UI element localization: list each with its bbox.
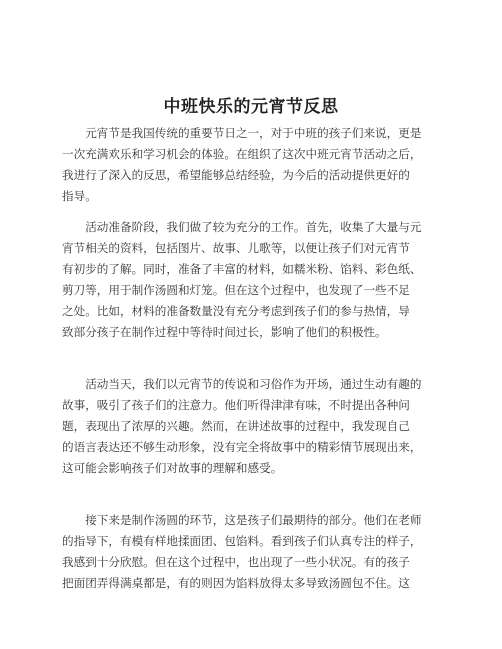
paragraph-line: 活动准备阶段，我们做了较为充分的工作。首先，收集了大量与元 (62, 220, 422, 234)
paragraph-4 (62, 510, 462, 594)
paragraph-line: 剪刀等，用于制作汤圆和灯笼。但在这个过程中，也发现了一些不足 (62, 283, 410, 297)
paragraph-line: 故事，吸引了孩子们的注意力。他们听得津津有味，不时提出各种问 (62, 398, 410, 412)
paragraph-line: 我进行了深入的反思，希望能够总结经验，为今后的活动提供更好的 (62, 168, 410, 182)
paragraph-line: 一次充满欢乐和学习机会的体验。在组织了这次中班元宵节活动之后， (62, 147, 422, 161)
paragraph-1 (62, 123, 462, 207)
paragraph-line: 宵节相关的资料，包括图片、故事、儿歌等，以便让孩子们对元宵节 (62, 241, 410, 255)
paragraph-line: 活动当天，我们以元宵节的传说和习俗作为开场，通过生动有趣的 (62, 377, 422, 391)
paragraph-line: 元宵节是我国传统的重要节日之一，对于中班的孩子们来说，更是 (62, 126, 422, 140)
paragraph-2 (62, 217, 462, 343)
paragraph-line: 题，表现出了浓厚的兴趣。然而，在讲述故事的过程中，我发现自己 (62, 419, 410, 433)
document-title: 中班快乐的元宵节反思 (163, 97, 339, 117)
paragraph-line: 致部分孩子在制作过程中等待时间过长，影响了他们的积极性。 (62, 325, 387, 339)
paragraph-line: 的指导下，有模有样地揉面团、包馅料。看到孩子们认真专注的样子， (62, 534, 422, 548)
paragraph-line: 接下来是制作汤圆的环节，这是孩子们最期待的部分。他们在老师 (62, 513, 422, 527)
paragraph-line: 的语言表达还不够生动形象，没有完全将故事中的精彩情节展现出来， (62, 440, 422, 454)
paragraph-line: 之处。比如，材料的准备数量没有充分考虑到孩子们的参与热情，导 (62, 304, 410, 318)
paragraph-line: 有初步的了解。同时，准备了丰富的材料，如糯米粉、馅料、彩色纸、 (62, 262, 422, 276)
paragraph-3 (62, 374, 462, 479)
paragraph-line: 指导。 (62, 189, 97, 203)
paragraph-line: 这可能会影响孩子们对故事的理解和感受。 (62, 461, 283, 475)
paragraph-line: 把面团弄得满桌都是，有的则因为馅料放得太多导致汤圆包不住。这 (62, 576, 410, 590)
paragraph-line: 我感到十分欣慰。但在这个过程中，也出现了一些小状况。有的孩子 (62, 555, 410, 569)
